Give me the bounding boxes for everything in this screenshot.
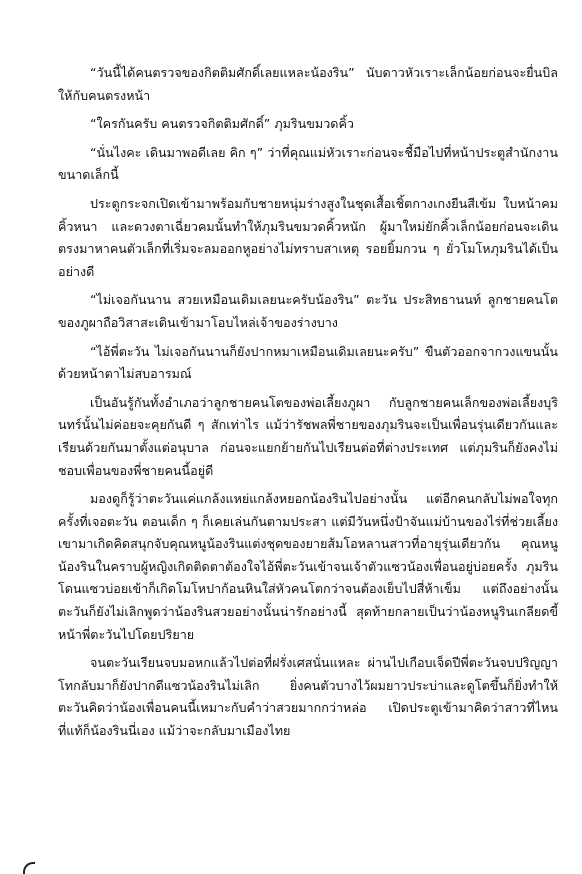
page-corner-mark bbox=[23, 862, 35, 874]
paragraph: มองดูก็รู้ว่าตะวันแค่แกล้งแหย่แกล้งหยอกน้องรินไปอย่างนั้น แต่อีกคนกลับไม่พอใจทุกครั้งที่เจอตะวัน ตอนเด็ก ๆ ก็เคยเล่นกันตามประสา แต่มีวันหนึ่งป้าจันแม่บ้านของไร่ที่ช่วยเลี้ยงเขามาเกิดคิดสนุกจับคุณหนูน้องรินแต่งชุดของยายส้มโอหลานสาวที่อายุรุ่นเดียวกัน คุณหนูน้องรินในคราบผู้หญิงเกิดติดตาต้องใจไอ้พี่ตะวันเข้าจนเจ้าตัวแซวน้องเพื่อนอยู่บ่อยครั้ง ภุมรินโดนแซวบ่อยเข้าก็เกิดโมโหปาก้อนหินใส่หัวคนโตกว่าจนต้องเย็บไปสี่ห้าเข็ม แต่ถึงอย่างนั้นตะวันก็ยังไม่เลิกพูดว่าน้องรินสวยอย่างนั้นน่ารักอย่างนี้ สุดท้ายกลายเป็นว่าน้องหนูรินเกลียดขี้หน้าพี่ตะวันไปโดยปริยาย bbox=[58, 491, 558, 642]
paragraph: “ไม่เจอกันนาน สวยเหมือนเดิมเลยนะครับน้องริน” ตะวัน ประสิทธานนท์ ลูกชายคนโตของภูผาถือวิสาสะเดินเข้ามาโอบไหล่เจ้าของร่างบาง bbox=[58, 292, 558, 330]
paragraph: จนตะวันเรียนจบมอหกแล้วไปต่อที่ฝรั่งเศสนั่นแหละ ผ่านไปเกือบเจ็ดปีพี่ตะวันจบปริญญาโทกลับมาก็ยังปากดีแซวน้องรินไม่เลิก ยิ่งคนตัวบางไว้ผมยาวประบ่าและดูโตขึ้นก็ยิ่งทำให้ตะวันคิดว่าน้องเพื่อนคนนี้เหมาะกับคำว่าสวยมากกว่าหล่อ เปิดประตูเข้ามาคิดว่าสาวที่ไหน ที่แท้ก็น้องรินนี่เอง แม้ว่าจะกลับมาเมืองไทย bbox=[58, 655, 563, 739]
paragraph: ประตูกระจกเปิดเข้ามาพร้อมกับชายหนุ่มร่างสูงในชุดเสื้อเชิ้ตกางเกงยีนสีเข้ม ใบหน้าคม คิ้วหนา และดวงตาเฉี่ยวคมนั้นทำให้ภุมรินขมวดคิ้วหนัก ผู้มาใหม่ยักคิ้วเล็กน้อยก่อนจะเดินตรงมาหาคนตัวเล็กที่เริ่มจะลมออกหูอย่างไม่ทราบสาเหตุ รอยยิ้มกวน ๆ ยั่วโมโหภุมรินได้เป็นอย่างดี bbox=[58, 195, 563, 279]
paragraph: เป็นอันรู้กันทั้งอำเภอว่าลูกชายคนโตของพ่อเลี้ยงภูผา กับลูกชายคนเล็กของพ่อเลี้ยงบุรินทร์นั้นไม่ค่อยจะคุยกันดี ๆ สักเท่าไร แม้ว่ารัชพลพี่ชายของภุมรินจะเป็นเพื่อนรุ่นเดียวกันและเรียนด้วยกันมาตั้งแต่อนุบาล ก่อนจะแยกย้ายกันไปเรียนต่อที่ต่างประเทศ แต่ภุมรินก็ยังคงไม่ชอบเพื่อนของพี่ชายคนนี้อยู่ดี bbox=[58, 394, 558, 478]
paragraph: “ไอ้พี่ตะวัน ไม่เจอกันนานก็ยังปากหมาเหมือนเดิมเลยนะครับ” ขืนตัวออกจากวงแขนนั้นด้วยหน้าตาไม่สบอารมณ์ bbox=[58, 343, 558, 382]
paragraph: “ใครกันครับ คนตรวจกิตติมศักดิ์” ภุมรินขมวดคิ้ว bbox=[90, 116, 354, 132]
paragraph: “นั่นไงคะ เดินมาพอดีเลย คิก ๆ” ว่าที่คุณแม่หัวเราะก่อนจะชี้มือไปที่หน้าประตูสำนักงานขนาดเล็กนี้ bbox=[58, 144, 558, 183]
paragraph: “วันนี้ได้คนตรวจของกิตติมศักดิ์เลยแหละน้องริน” นับดาวหัวเราะเล็กน้อยก่อนจะยื่นบิลให้กับคนตรงหน้า bbox=[58, 65, 558, 103]
page-text-body bbox=[58, 62, 563, 749]
